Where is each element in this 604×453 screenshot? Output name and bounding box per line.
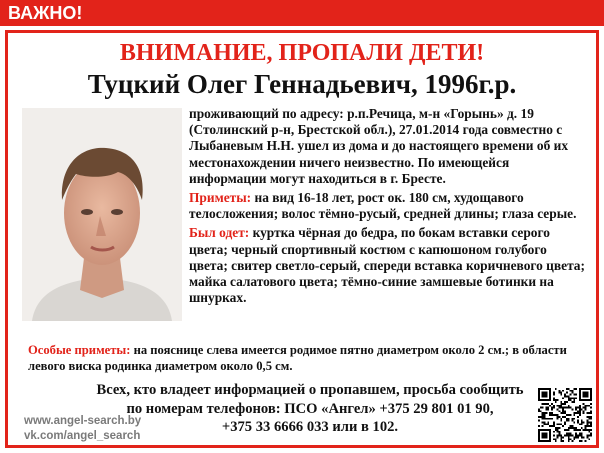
signs-label: Приметы: <box>189 190 252 206</box>
contact-info <box>90 381 530 437</box>
person-name: Туцкий Олег Геннадьевич, 1996г.р. <box>87 69 517 99</box>
clothing-text: куртка чёрная до бедра, по бокам вставки серого цвета; черный спортивный костюм с капюшоном голубого цвета; свитер светло-серый, спереди вставка коричневого цвета; майка салатового цвета; тёмно-синие замшевые ботинки на шнурках. <box>189 225 585 306</box>
vk-link[interactable]: vk.com/angel_search <box>24 430 141 442</box>
special-signs-text: на пояснице слева имеется родимое пятно диаметром около 2 см.; в области левого виска родинка диаметром около 0,5 см. <box>28 343 567 373</box>
details-column <box>189 106 585 309</box>
source-links <box>24 414 141 444</box>
special-signs <box>28 342 588 374</box>
signs-text: на вид 16-18 лет, рост ок. 180 см, худощавого телосложения; волос тёмно-русый, средней длины; глаза серые. <box>189 190 577 222</box>
clothing-paragraph <box>189 225 585 306</box>
special-signs-label: Особые приметы: <box>28 343 131 357</box>
clothing-label: Был одет: <box>189 225 250 241</box>
contact-line-3: +375 33 6666 033 или в 102. <box>221 419 399 435</box>
contact-line-1: Всех, кто владеет информацией о пропавшем, просьба сообщить <box>96 382 524 398</box>
website-link[interactable]: www.angel-search.by <box>24 415 142 427</box>
person-photo-drawing <box>22 108 182 321</box>
person-photo <box>22 108 182 321</box>
headline: ВНИМАНИЕ, ПРОПАЛИ ДЕТИ! <box>119 40 485 66</box>
description-text: проживающий по адресу: р.п.Речица, м-н «Горынь» д. 19 (Столинский р-н, Брестской обл.), 27.01.2014 года совместно с Лыбаневым Н.Н. ушел из дома и до настоящего времени об их местонахождении ничего неизвестно. По имеющейся информации могут находиться в г. Бресте. <box>189 106 569 186</box>
qr-code-icon <box>538 388 592 442</box>
important-badge: ВАЖНО! <box>0 0 108 26</box>
signs-paragraph <box>189 190 585 222</box>
contact-line-2: по номерам телефонов: ПСО «Ангел» +375 29 801 01 90, <box>126 400 494 417</box>
qr-code-graphic <box>538 388 592 442</box>
